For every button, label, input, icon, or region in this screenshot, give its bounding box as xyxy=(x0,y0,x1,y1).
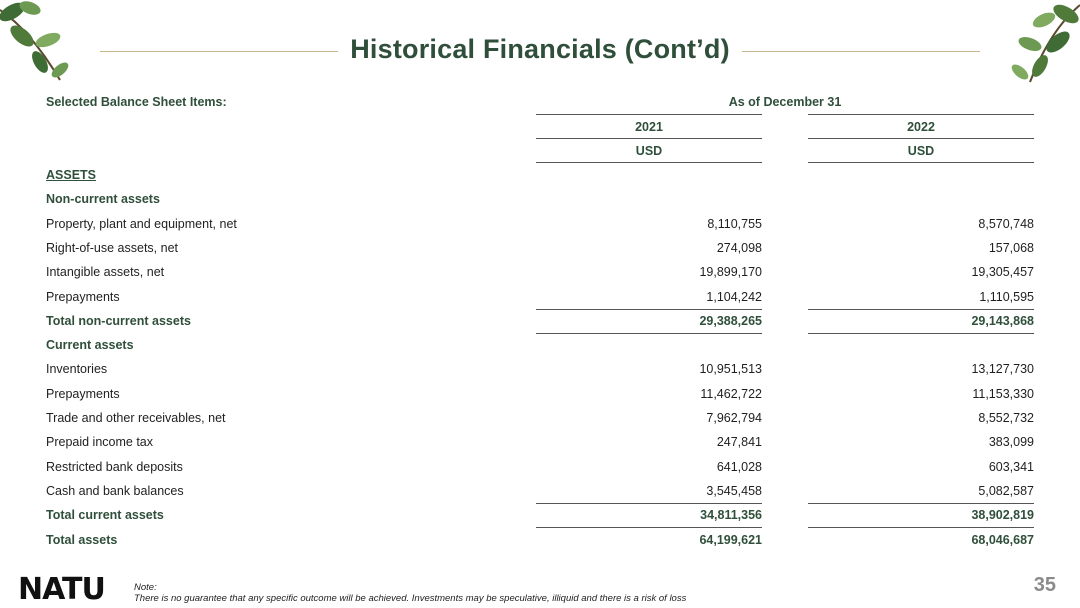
row-label: Current assets xyxy=(46,338,134,353)
table-row xyxy=(0,286,1080,310)
header-rule xyxy=(536,162,762,163)
row-label: Restricted bank deposits xyxy=(46,459,183,474)
value-2022: 8,552,732 xyxy=(978,411,1034,425)
page-number: 35 xyxy=(1033,574,1056,596)
row-label: Prepayments xyxy=(46,386,120,401)
table-row xyxy=(0,213,1080,237)
table-row xyxy=(0,188,1080,212)
row-label: Non-current assets xyxy=(46,192,160,207)
table-row xyxy=(0,358,1080,382)
row-label: Total current assets xyxy=(46,508,164,523)
row-label: Inventories xyxy=(46,362,108,377)
total-rule xyxy=(536,333,762,334)
value-2021: 29,388,265 xyxy=(699,313,762,328)
value-2022: 29,143,868 xyxy=(971,313,1034,328)
table-row xyxy=(0,334,1080,358)
page-title: Historical Financials (Cont’d) xyxy=(350,34,730,64)
table-row xyxy=(0,456,1080,480)
row-label: Prepaid income tax xyxy=(46,435,154,450)
table-row xyxy=(0,164,1080,188)
value-2021: 247,841 xyxy=(716,435,762,450)
column-currency-2022: USD xyxy=(907,144,935,158)
footer-note xyxy=(134,582,686,604)
header-rule xyxy=(536,138,762,139)
value-2021: 64,199,621 xyxy=(699,532,762,547)
table-row xyxy=(0,431,1080,455)
value-2021: 7,962,794 xyxy=(706,411,762,425)
total-rule xyxy=(808,309,1034,310)
value-2022: 13,127,730 xyxy=(971,362,1034,377)
note-text: There is no guarantee that any specific outcome will be achieved. Investments may be speculative, illiquid and there is a risk of loss xyxy=(134,593,687,604)
logo-text: NATU xyxy=(18,572,105,607)
row-label: Property, plant and equipment, net xyxy=(46,216,237,231)
natu-logo xyxy=(18,572,105,607)
value-2021: 34,811,356 xyxy=(700,508,762,523)
value-2021: 3,545,458 xyxy=(706,483,762,498)
total-rule xyxy=(536,503,762,504)
total-rule xyxy=(808,333,1034,334)
total-rule xyxy=(536,309,762,310)
header-rule xyxy=(808,162,1034,163)
as-of-header: As of December 31 xyxy=(728,95,842,109)
title-rule-right xyxy=(742,51,980,52)
value-2021: 19,899,170 xyxy=(699,265,762,280)
column-year-2022: 2022 xyxy=(907,120,935,134)
value-2021: 274,098 xyxy=(716,240,762,255)
row-label: Trade and other receivables, net xyxy=(46,411,226,425)
total-rule xyxy=(536,527,762,528)
value-2021: 11,462,722 xyxy=(700,386,762,401)
note-label: Note: xyxy=(134,582,157,593)
row-label: Cash and bank balances xyxy=(46,483,184,498)
value-2021: 641,028 xyxy=(716,459,762,474)
table-row xyxy=(0,480,1080,504)
header-rule xyxy=(536,114,762,115)
table-row xyxy=(0,529,1080,553)
row-label: Total assets xyxy=(46,532,118,547)
row-label: Intangible assets, net xyxy=(46,265,165,280)
table-row xyxy=(0,237,1080,261)
header-rule xyxy=(808,138,1034,139)
total-rule xyxy=(808,503,1034,504)
header-rule xyxy=(808,114,1034,115)
row-label: Total non-current assets xyxy=(46,313,191,328)
section-label: Selected Balance Sheet Items: xyxy=(46,95,227,109)
column-year-2021: 2021 xyxy=(635,120,663,134)
table-row xyxy=(0,407,1080,431)
table-row xyxy=(0,504,1080,528)
leaf-decoration-right-icon xyxy=(1000,0,1080,90)
row-label: Right-of-use assets, net xyxy=(46,240,179,255)
value-2021: 8,110,755 xyxy=(707,216,762,231)
value-2021: 1,104,242 xyxy=(706,289,762,304)
value-2022: 1,110,595 xyxy=(979,289,1034,304)
value-2022: 19,305,457 xyxy=(971,265,1034,280)
row-label: ASSETS xyxy=(46,168,97,182)
table-row xyxy=(0,383,1080,407)
value-2021: 10,951,513 xyxy=(699,362,762,377)
value-2022: 5,082,587 xyxy=(978,483,1034,498)
column-currency-2021: USD xyxy=(635,144,663,158)
leaf-decoration-left-icon xyxy=(0,0,80,90)
value-2022: 157,068 xyxy=(988,240,1034,255)
row-label: Prepayments xyxy=(46,289,120,304)
value-2022: 383,099 xyxy=(988,435,1034,450)
value-2022: 38,902,819 xyxy=(971,508,1034,523)
table-row xyxy=(0,310,1080,334)
table-row xyxy=(0,261,1080,285)
value-2022: 8,570,748 xyxy=(978,216,1034,231)
value-2022: 11,153,330 xyxy=(972,386,1034,401)
value-2022: 603,341 xyxy=(988,459,1034,474)
total-rule xyxy=(808,527,1034,528)
title-row xyxy=(100,34,980,70)
value-2022: 68,046,687 xyxy=(971,532,1034,547)
